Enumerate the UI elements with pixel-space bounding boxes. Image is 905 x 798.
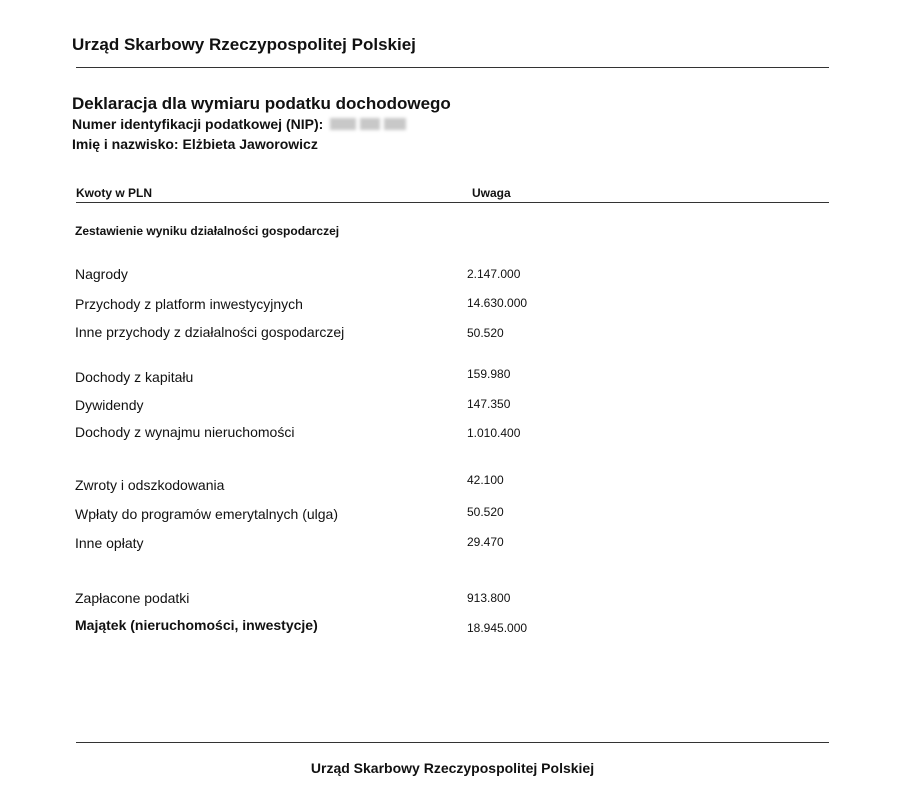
nip-redacted-value: [330, 117, 410, 133]
row-label-inne-oplaty: Inne opłaty: [75, 535, 144, 551]
office-footer-title: Urząd Skarbowy Rzeczypospolitej Polskiej: [310, 760, 595, 776]
row-label-wplaty-emerytalne: Wpłaty do programów emerytalnych (ulga): [75, 506, 338, 522]
document-title: Deklaracja dla wymiaru podatku dochodowego: [72, 94, 451, 113]
row-label-przychody-platformy: Przychody z platform inwestycyjnych: [75, 296, 303, 312]
row-label-zaplacone-podatki: Zapłacone podatki: [75, 590, 190, 606]
row-value-inne-przychody: 50.520: [467, 326, 504, 340]
row-value-zaplacone-podatki: 913.800: [467, 591, 511, 605]
row-value-dochody-kapital: 159.980: [467, 367, 511, 381]
row-value-majatek: 18.945.000: [467, 621, 528, 635]
row-label-nagrody: Nagrody: [75, 266, 128, 282]
footer-divider: [76, 742, 829, 743]
row-value-wplaty-emerytalne: 50.520: [467, 505, 504, 519]
row-value-inne-oplaty: 29.470: [467, 535, 504, 549]
nip-line: [72, 116, 410, 133]
row-label-inne-przychody: Inne przychody z działalności gospodarczej: [75, 324, 345, 340]
row-label-wynajem: Dochody z wynajmu nieruchomości: [75, 424, 295, 440]
column-header-amounts: Kwoty w PLN: [76, 186, 153, 200]
nip-label: Numer identyfikacji podatkowej (NIP):: [72, 116, 324, 132]
taxpayer-name: Imię i nazwisko: Elżbieta Jaworowicz: [72, 136, 318, 152]
section-title: Zestawienie wyniku działalności gospodarczej: [75, 224, 340, 238]
column-header-note: Uwaga: [472, 186, 511, 200]
row-label-majatek: Majątek (nieruchomości, inwestycje): [75, 617, 318, 633]
row-value-wynajem: 1.010.400: [467, 426, 521, 440]
row-label-zwroty: Zwroty i odszkodowania: [75, 477, 225, 493]
office-header-title: Urząd Skarbowy Rzeczypospolitej Polskiej: [72, 35, 416, 54]
table-header-divider: [76, 202, 829, 203]
row-label-dywidendy: Dywidendy: [75, 397, 144, 413]
row-value-nagrody: 2.147.000: [467, 267, 521, 281]
row-value-dywidendy: 147.350: [467, 397, 511, 411]
row-value-przychody-platformy: 14.630.000: [467, 296, 528, 310]
row-label-dochody-kapital: Dochody z kapitału: [75, 369, 194, 385]
header-divider: [76, 67, 829, 68]
row-value-zwroty: 42.100: [467, 473, 504, 487]
